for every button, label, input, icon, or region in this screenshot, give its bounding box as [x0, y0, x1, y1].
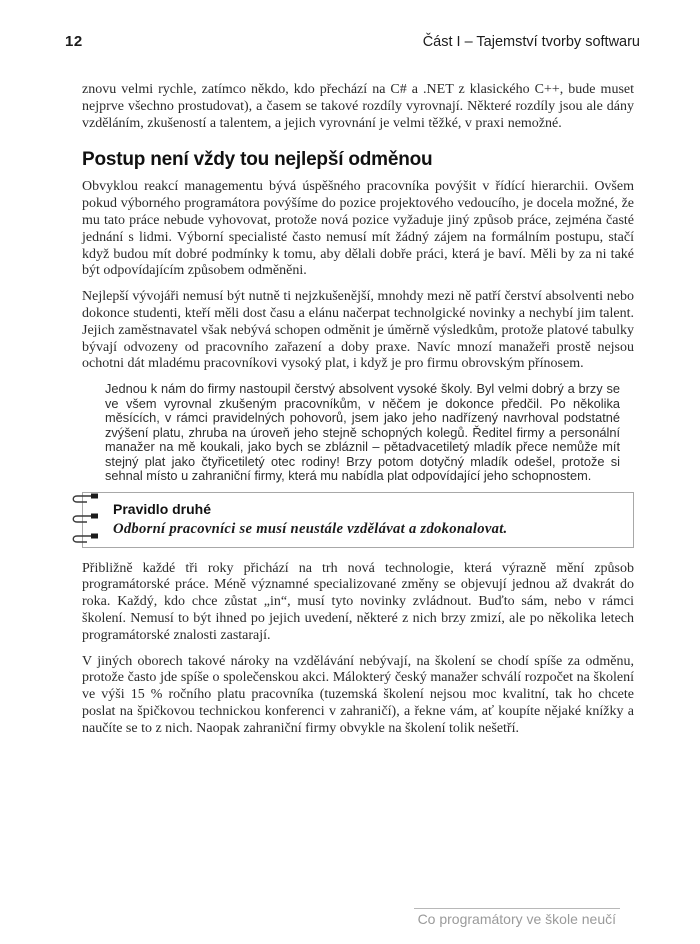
lead-paragraph: znovu velmi rychle, zatímco někdo, kdo přechází na C# a .NET z klasického C++, bude muset nejprve všechno prostudovat), a časem se takové rozdíly vyrovnají. Některé rozdíly jsou ale dány vzděláním, zkušeností a talentem, a jejich vyrovnání je velmi těžké, v praxi nemožné.	[82, 82, 634, 131]
section-heading: Postup není vždy tou nejlepší odměnou	[82, 149, 433, 171]
paragraph-training: V jiných oborech takové nároky na vzdělávání nebývají, na školení se chodí spíše za odměnu, protože často jde spíše o společenskou akci. Málokterý český manažer schválí rozpočet na školení ve výši 15 % ročního platu pracovníka (tuzemská školení nejsou moc kvalitní, tak ho chcete poslat na špičkovou technickou konferenci v zahraničí), a řekne vám, ať koupíte nějaké knížky a naučíte se to z nich. Naopak zahraniční firmy obvykle na školení tolik nešetří.	[82, 653, 634, 736]
page-number: 12	[65, 33, 83, 50]
rule-box-text: Odborní pracovníci se musí neustále vzdělávat a zdokonalovat.	[113, 520, 508, 537]
paragraph-developers: Nejlepší vývojáři nemusí být nutně ti nejzkušenější, mnohdy mezi ně patří čerství absolventi nebo dokonce studenti, kteří měli dost času a elánu načerpat technolgické novinky a nechybí jim talent. Jejich zaměstnavatel však nebývá schopen odměnit je úměrně výsledkům, protože platové tabulky bývají odvozeny od pracovního zařazení a doby praxe. Navíc mnozí manažeři prostě nejsou ochotni dát mladému pracovníkovi vysoký plat, i když je pro firmu obrovským přínosem.	[82, 289, 634, 372]
running-header	[65, 33, 640, 50]
spiral-binding-icon	[68, 490, 100, 552]
anecdote-blockquote: Jednou k nám do firmy nastoupil čerstvý absolvent vysoké školy. Byl velmi dobrý a brzy se ve všem vyrovnal zkušeným pracovníkům, v něčem je dokonce předčil. Po několika měsících, v rámci pravidelných pohovorů, jsem jako jeho nadřízený navrhoval podstatné zvýšení platu, zhruba na úroveň jeho stejně schopných kolegů. Ředitel firmy a personální manažer na mě koukali, jako bych se zbláznil – pětadvacetiletý mladík přece nemůže mít stejný plat jako čtyřicetiletý otec rodiny! Brzy potom dotyčný mladík odešel, protože si sehnal místo u zahraniční firmy, která mu nabídla plat odpovídající jeho schopnostem.	[105, 381, 620, 484]
footer-book-title: Co programátory ve škole neučí	[414, 908, 620, 927]
body-column	[82, 82, 634, 747]
rule-box-title: Pravidlo druhé	[113, 500, 212, 517]
running-title: Část I – Tajemství tvorby softwaru	[422, 34, 640, 50]
paragraph-promotion: Obvyklou reakcí managementu bývá úspěšného pracovníka povýšit v řídící hierarchii. Ovšem pokud výborného programátora povýšíme do pozice projektového vedoucího, je docela možné, že mu tato práce nebude vyhovovat, protože nová pozice vyžaduje jiný způsob práce, zejména časté jednání s lidmi. Výborní specialisté často nemusí mít žádný zájem na formálním postupu, stačí když budou mít dobré podmínky k tomu, aby dělali dobře práci, která je baví. Měli by za ni také být odpovídajícím způsobem odměněni.	[82, 179, 634, 279]
paragraph-technology: Přibližně každé tři roky přichází na trh nová technologie, která výrazně mění způsob programátorské práce. Méně významné specializované změny se objevují jednou až dvakrát do roka. Každý, kdo chce zůstat „in“, musí tyto novinky zvládnout. Buďto sám, nebo v rámci školení. Nemusí to být ihned po jejich uvedení, některé z nich brzy zmizí, ale po několika letech programátorské znalosti zastarají.	[82, 560, 634, 643]
rule-box	[82, 492, 634, 548]
